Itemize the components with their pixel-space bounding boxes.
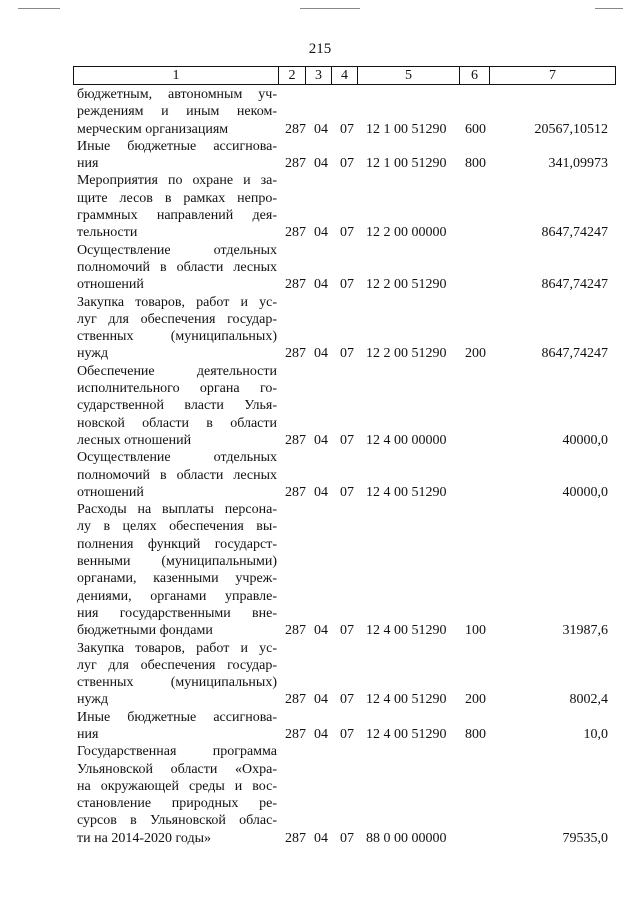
scan-artifact xyxy=(18,8,60,9)
amount-value: 79535,0 xyxy=(562,830,608,846)
row-codes xyxy=(0,432,640,449)
description-line: полнения функций государст- xyxy=(77,536,277,552)
row-codes xyxy=(0,345,640,362)
table-row xyxy=(0,242,640,294)
description-line: луг для обеспечения государ- xyxy=(77,311,277,327)
description-line: Расходы на выплаты персона- xyxy=(77,502,277,518)
table-row xyxy=(0,501,640,639)
ministry-code: 287 xyxy=(285,121,306,137)
table-row xyxy=(0,172,640,241)
table-row xyxy=(0,294,640,363)
header-cell: 6 xyxy=(460,67,490,84)
ministry-code: 287 xyxy=(285,484,306,500)
description-line: ния xyxy=(77,726,99,742)
expense-type-code: 600 xyxy=(465,121,486,137)
description-line: Осуществление отдельных xyxy=(77,450,277,466)
header-cell: 3 xyxy=(306,67,332,84)
ministry-code: 287 xyxy=(285,830,306,846)
row-codes xyxy=(0,830,640,847)
subsection-code: 07 xyxy=(340,225,354,241)
table-header xyxy=(73,66,616,85)
target-article-code: 88 0 00 00000 xyxy=(366,830,447,846)
target-article-code: 12 4 00 00000 xyxy=(366,432,447,448)
table-row xyxy=(0,709,640,744)
amount-value: 40000,0 xyxy=(562,432,608,448)
description-line: Иные бюджетные ассигнова- xyxy=(77,709,277,725)
description-line: новской области в области xyxy=(77,415,277,431)
expense-type-code: 100 xyxy=(465,623,486,639)
row-codes xyxy=(0,224,640,241)
description-line: Государственная программа xyxy=(77,744,277,760)
header-cell: 2 xyxy=(279,67,306,84)
target-article-code: 12 1 00 51290 xyxy=(366,121,447,137)
description-line: Мероприятия по охране и за- xyxy=(77,173,277,189)
amount-value: 40000,0 xyxy=(562,484,608,500)
description-line: венными (муниципальными) xyxy=(77,554,277,570)
description-line: щите лесов в рамках непро- xyxy=(77,190,277,206)
table-row xyxy=(0,449,640,501)
ministry-code: 287 xyxy=(285,432,306,448)
subsection-code: 07 xyxy=(340,830,354,846)
description-line: дениями, органами управле- xyxy=(77,588,277,604)
description-line: Иные бюджетные ассигнова- xyxy=(77,138,277,154)
description-line: Осуществление отдельных xyxy=(77,242,277,258)
row-codes xyxy=(0,484,640,501)
description-line: реждениям и иным неком- xyxy=(77,104,277,120)
description-line: на окружающей среды и вос- xyxy=(77,778,277,794)
description-line: Закупка товаров, работ и ус- xyxy=(77,294,277,310)
amount-value: 31987,6 xyxy=(562,623,608,639)
target-article-code: 12 4 00 51290 xyxy=(366,623,447,639)
section-code: 04 xyxy=(314,692,328,708)
table-row xyxy=(0,743,640,847)
subsection-code: 07 xyxy=(340,623,354,639)
amount-value: 10,0 xyxy=(583,726,608,742)
subsection-code: 07 xyxy=(340,484,354,500)
table-row xyxy=(0,86,640,138)
amount-value: 20567,10512 xyxy=(534,121,608,137)
section-code: 04 xyxy=(314,484,328,500)
description-line: становление природных ре- xyxy=(77,796,277,812)
page-number: 215 xyxy=(308,41,332,57)
section-code: 04 xyxy=(314,726,328,742)
ministry-code: 287 xyxy=(285,225,306,241)
table-row xyxy=(0,640,640,709)
description-line: лу в целях обеспечения вы- xyxy=(77,519,277,535)
description-line: сударственной власти Улья- xyxy=(77,398,277,414)
expense-type-code: 800 xyxy=(465,726,486,742)
ministry-code: 287 xyxy=(285,726,306,742)
scan-artifact xyxy=(300,8,360,9)
amount-value: 341,09973 xyxy=(548,156,608,172)
description-line: Ульяновской области «Охра- xyxy=(77,761,277,777)
row-codes xyxy=(0,691,640,708)
scan-artifact xyxy=(595,8,623,9)
subsection-code: 07 xyxy=(340,156,354,172)
header-cell: 1 xyxy=(74,67,279,84)
description-line: ния государственными вне- xyxy=(77,605,277,621)
description-line: полномочий в области лесных xyxy=(77,467,277,483)
target-article-code: 12 1 00 51290 xyxy=(366,156,447,172)
header-cell: 5 xyxy=(358,67,460,84)
target-article-code: 12 4 00 51290 xyxy=(366,726,447,742)
expense-type-code: 200 xyxy=(465,692,486,708)
subsection-code: 07 xyxy=(340,346,354,362)
target-article-code: 12 2 00 51290 xyxy=(366,277,447,293)
description-line: отношений xyxy=(77,484,144,500)
section-code: 04 xyxy=(314,432,328,448)
target-article-code: 12 4 00 51290 xyxy=(366,692,447,708)
row-codes xyxy=(0,726,640,743)
description-line: Обеспечение деятельности xyxy=(77,363,277,379)
ministry-code: 287 xyxy=(285,156,306,172)
description-line: исполнительного органа го- xyxy=(77,381,277,397)
description-line: Закупка товаров, работ и ус- xyxy=(77,640,277,656)
description-line: мерческим организациям xyxy=(77,121,229,137)
description-line: органами, казенными учреж- xyxy=(77,571,277,587)
table-row xyxy=(0,138,640,173)
subsection-code: 07 xyxy=(340,121,354,137)
ministry-code: 287 xyxy=(285,692,306,708)
target-article-code: 12 2 00 51290 xyxy=(366,346,447,362)
description-line: бюджетным, автономным уч- xyxy=(77,87,277,102)
target-article-code: 12 2 00 00000 xyxy=(366,225,447,241)
row-description xyxy=(77,501,277,639)
table-body xyxy=(0,86,640,847)
description-line: бюджетными фондами xyxy=(77,623,213,639)
expense-type-code: 800 xyxy=(465,156,486,172)
section-code: 04 xyxy=(314,830,328,846)
header-cell: 7 xyxy=(549,67,556,83)
subsection-code: 07 xyxy=(340,432,354,448)
section-code: 04 xyxy=(314,623,328,639)
description-line: тельности xyxy=(77,225,138,241)
ministry-code: 287 xyxy=(285,346,306,362)
section-code: 04 xyxy=(314,277,328,293)
section-code: 04 xyxy=(314,346,328,362)
expense-type-code: 200 xyxy=(465,346,486,362)
subsection-code: 07 xyxy=(340,277,354,293)
description-line: ственных (муниципальных) xyxy=(77,675,277,691)
target-article-code: 12 4 00 51290 xyxy=(366,484,447,500)
row-codes xyxy=(0,155,640,172)
amount-value: 8647,74247 xyxy=(541,277,608,293)
description-line: ти на 2014-2020 годы» xyxy=(77,830,211,846)
header-cell: 4 xyxy=(332,67,358,84)
section-code: 04 xyxy=(314,156,328,172)
description-line: луг для обеспечения государ- xyxy=(77,657,277,673)
amount-value: 8647,74247 xyxy=(541,346,608,362)
subsection-code: 07 xyxy=(340,726,354,742)
description-line: отношений xyxy=(77,277,144,293)
table-row xyxy=(0,363,640,449)
description-line: ния xyxy=(77,156,99,172)
amount-value: 8002,4 xyxy=(569,692,608,708)
subsection-code: 07 xyxy=(340,692,354,708)
description-line: полномочий в области лесных xyxy=(77,259,277,275)
row-codes xyxy=(0,276,640,293)
description-line: лесных отношений xyxy=(77,432,192,448)
row-codes xyxy=(0,121,640,138)
row-codes xyxy=(0,622,640,639)
description-line: нужд xyxy=(77,692,109,708)
section-code: 04 xyxy=(314,225,328,241)
ministry-code: 287 xyxy=(285,277,306,293)
description-line: ственных (муниципальных) xyxy=(77,329,277,345)
section-code: 04 xyxy=(314,121,328,137)
description-line: граммных направлений дея- xyxy=(77,208,277,224)
description-line: нужд xyxy=(77,346,109,362)
description-line: сурсов в Ульяновской облас- xyxy=(77,813,277,829)
amount-value: 8647,74247 xyxy=(541,225,608,241)
ministry-code: 287 xyxy=(285,623,306,639)
